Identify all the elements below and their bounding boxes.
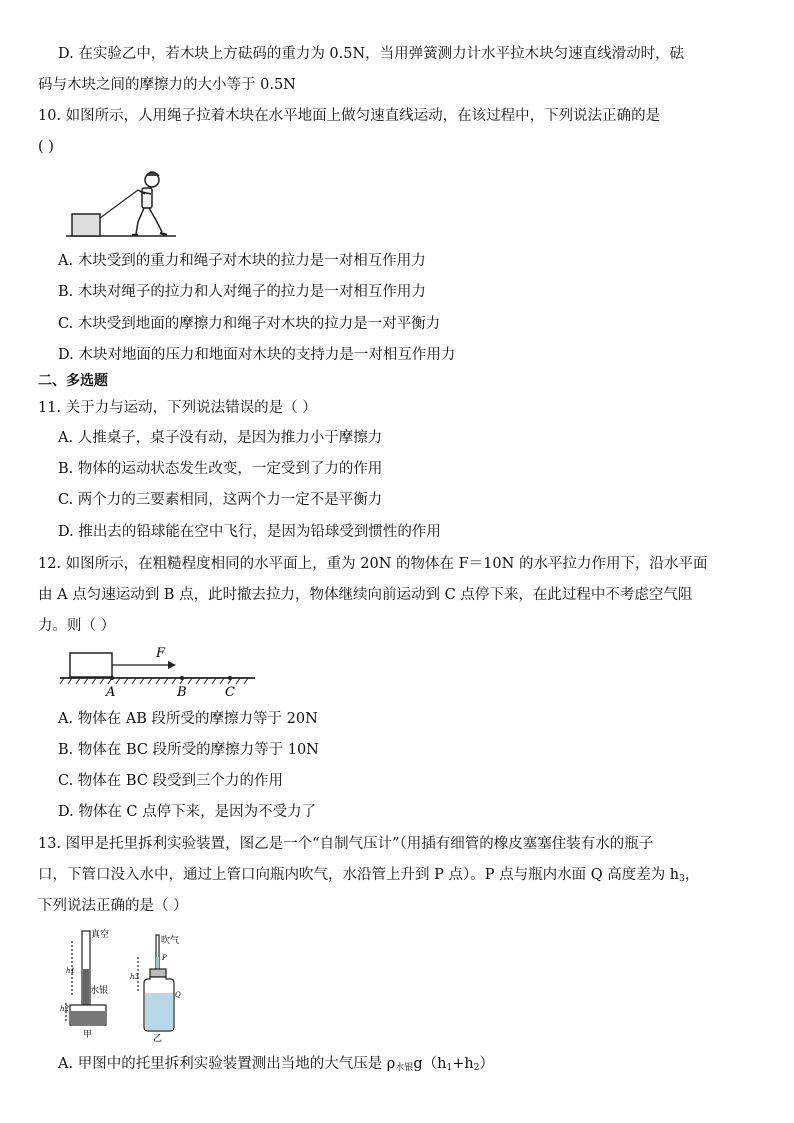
point-a-label: A bbox=[106, 685, 116, 700]
force-label: F bbox=[156, 646, 166, 661]
boy-pulling-rope bbox=[132, 172, 167, 235]
q12-option-c: C. 物体在 BC 段受到三个力的作用 bbox=[58, 773, 284, 789]
q9-option-d-line1: D. 在实验乙中，若木块上方砝码的重力为 0.5N，当用弹簧测力计水平拉木块匀速直线滑动时，砝 bbox=[58, 46, 685, 62]
homemade-barometer bbox=[138, 935, 174, 1031]
q10-option-c: C. 木块受到地面的摩擦力和绳子对木块的拉力是一对平衡力 bbox=[58, 316, 441, 332]
blow-label: 吹气 bbox=[161, 936, 180, 946]
point-b-marker bbox=[180, 676, 184, 680]
q12-stem-line1: 12. 如图所示，在粗糙程度相同的水平面上，重为 20N 的物体在 F＝10N 的水平拉力作用下，沿水平面 bbox=[38, 556, 708, 572]
q11-option-b: B. 物体的运动状态发生改变，一定受到了力的作用 bbox=[58, 461, 383, 477]
jia-label: 甲 bbox=[83, 1030, 93, 1040]
q12-figure bbox=[60, 645, 260, 700]
q13-option-a: A. 甲图中的托里拆利实验装置测出当地的大气压是 $\rho_{水银}g(h_1+h_2)$ bbox=[58, 1056, 494, 1073]
rope bbox=[100, 190, 138, 218]
q12-option-b: B. 物体在 BC 段所受的摩擦力等于 10N bbox=[58, 742, 319, 758]
yi-label: 乙 bbox=[153, 1034, 163, 1044]
object-block bbox=[70, 653, 112, 677]
point-b-label: B bbox=[177, 685, 187, 700]
q11-option-c: C. 两个力的三要素相同，这两个力一定不是平衡力 bbox=[58, 492, 383, 508]
q13-figure bbox=[58, 927, 198, 1042]
q10-option-a: A. 木块受到的重力和绳子对木块的拉力是一对相互作用力 bbox=[58, 253, 426, 269]
wooden-block bbox=[72, 214, 100, 236]
q12-option-d: D. 物体在 C 点停下来，是因为不受力了 bbox=[58, 804, 317, 820]
mercury-label: 水银 bbox=[90, 986, 109, 996]
torricelli-apparatus bbox=[66, 931, 109, 1025]
q11-option-a: A. 人推桌子，桌子没有动，是因为推力小于摩擦力 bbox=[58, 430, 383, 446]
q11-stem: 11. 关于力与运动，下列说法错误的是（ ） bbox=[38, 400, 317, 416]
q13-stem-line1: 13. 图甲是托里拆利实验装置，图乙是一个“自制气压计”（用插有细管的橡皮塞塞住装有水的瓶子 bbox=[38, 836, 654, 852]
q10-option-b: B. 木块对绳子的拉力和人对绳子的拉力是一对相互作用力 bbox=[58, 284, 426, 300]
vacuum-label: 真空 bbox=[91, 930, 110, 940]
h3-label: h3 bbox=[130, 973, 139, 981]
q10-option-d: D. 木块对地面的压力和地面对木块的支持力是一对相互作用力 bbox=[58, 347, 456, 363]
q13-stem-line3: 下列说法正确的是（ ） bbox=[38, 898, 188, 914]
q10-figure bbox=[66, 166, 181, 241]
h1-label: h1 bbox=[66, 967, 75, 975]
q10-stem-line2: ( ) bbox=[38, 139, 54, 155]
q9-option-d-line2: 码与木块之间的摩擦力的大小等于 0.5N bbox=[38, 77, 296, 93]
q10-stem-line1: 10. 如图所示，人用绳子拉着木块在水平地面上做匀速直线运动，在该过程中，下列说法正确的是 bbox=[38, 108, 661, 124]
force-arrowhead bbox=[168, 661, 176, 669]
q12-option-a: A. 物体在 AB 段所受的摩擦力等于 20N bbox=[58, 711, 318, 727]
point-a-marker bbox=[110, 676, 114, 680]
q-label: Q bbox=[175, 991, 181, 999]
section-title-multi-choice: 二、多选题 bbox=[38, 373, 108, 389]
q12-stem-line3: 力。则（ ） bbox=[38, 618, 116, 634]
q13-stem-line2: 口，下管口没入水中，通过上管口向瓶内吹气，水沿管上升到 P 点）。P 点与瓶内水面 Q 高度差为 $h_3$， bbox=[38, 867, 700, 884]
point-c-label: C bbox=[225, 685, 235, 700]
p-label: P bbox=[162, 954, 167, 962]
q11-option-d: D. 推出去的铅球能在空中飞行，是因为铅球受到惯性的作用 bbox=[58, 524, 441, 540]
point-c-marker bbox=[228, 676, 232, 680]
q12-stem-line2: 由 A 点匀速运动到 B 点，此时撤去拉力，物体继续向前运动到 C 点停下来，在此过程中不考虑空气阻 bbox=[38, 587, 693, 603]
h2-label: h2 bbox=[60, 1005, 69, 1013]
